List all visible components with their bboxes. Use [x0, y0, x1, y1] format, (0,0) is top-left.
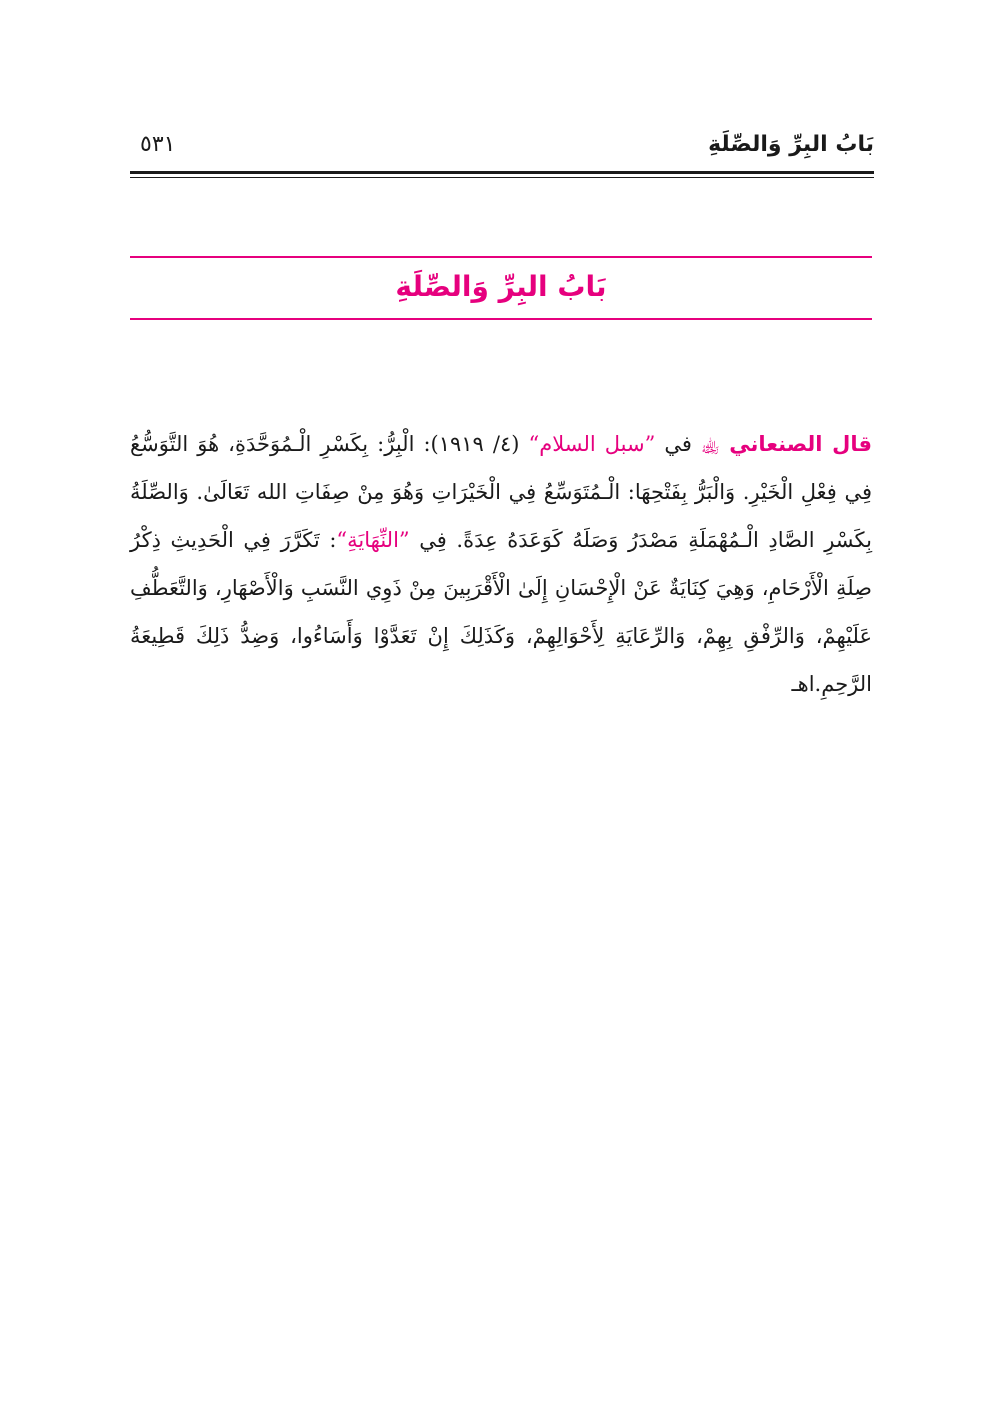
body-text-2: (٤/ ١٩١٩): الْبِرُّ: بِكَسْرِ الْـمُوَحَّدَةِ، هُوَ التَّوَسُّعُ فِي فِعْلِ الْخَيْرِ. وَالْبَرُّ بِفَتْحِهَا: الْـمُتَوَسِّعُ فِي الْخَيْرَاتِ وَهُوَ مِنْ صِفَاتِ الله تَعَالَىٰ. وَالصِّلَةُ بِكَسْرِ الصَّادِ الْـمُهْمَلَةِ مَصْدَرُ وَصَلَهُ كَوَعَدَهُ عِدَةً. فِي [130, 432, 872, 552]
header-divider-thick [130, 171, 874, 174]
body-paragraph [130, 420, 872, 708]
honorific-glyph: ﵀ [700, 432, 721, 456]
running-header [130, 128, 874, 168]
nihaya-title: ”النِّهَايَةِ“ [336, 528, 410, 552]
running-title: بَابُ البِرِّ وَالصِّلَةِ [708, 132, 874, 157]
chapter-title: بَابُ البِرِّ وَالصِّلَةِ [395, 270, 607, 303]
page-number: ٥٣١ [140, 132, 176, 157]
chapter-rule-top [130, 256, 872, 258]
chapter-rule-bottom [130, 318, 872, 320]
source-title: ”سبل السلام“ [528, 432, 656, 456]
header-divider-thin [130, 177, 874, 178]
body-text-3: : تَكَرَّرَ فِي الْحَدِيثِ ذِكْرُ صِلَةِ الْأَرْحَامِ، وَهِيَ كِنَايَةٌ عَنْ الْإِحْسَانِ إِلَىٰ الْأَقْرَبِينَ مِنْ ذَوِي النَّسَبِ وَالْأَصْهَارِ، وَالتَّعَطُّفِ عَلَيْهِمْ، وَالرِّفْقِ بِهِمْ، وَالرِّعَايَةِ لِأَحْوَالِهِمْ، وَكَذَلِكَ إِنْ تَعَدَّوْا وَأَسَاءُوا، وَضِدُّ ذَلِكَ قَطِيعَةُ الرَّحِمِ.اهـ [130, 528, 872, 696]
author-name: قال الصنعاني [729, 432, 872, 456]
body-text-1: في [664, 432, 692, 456]
